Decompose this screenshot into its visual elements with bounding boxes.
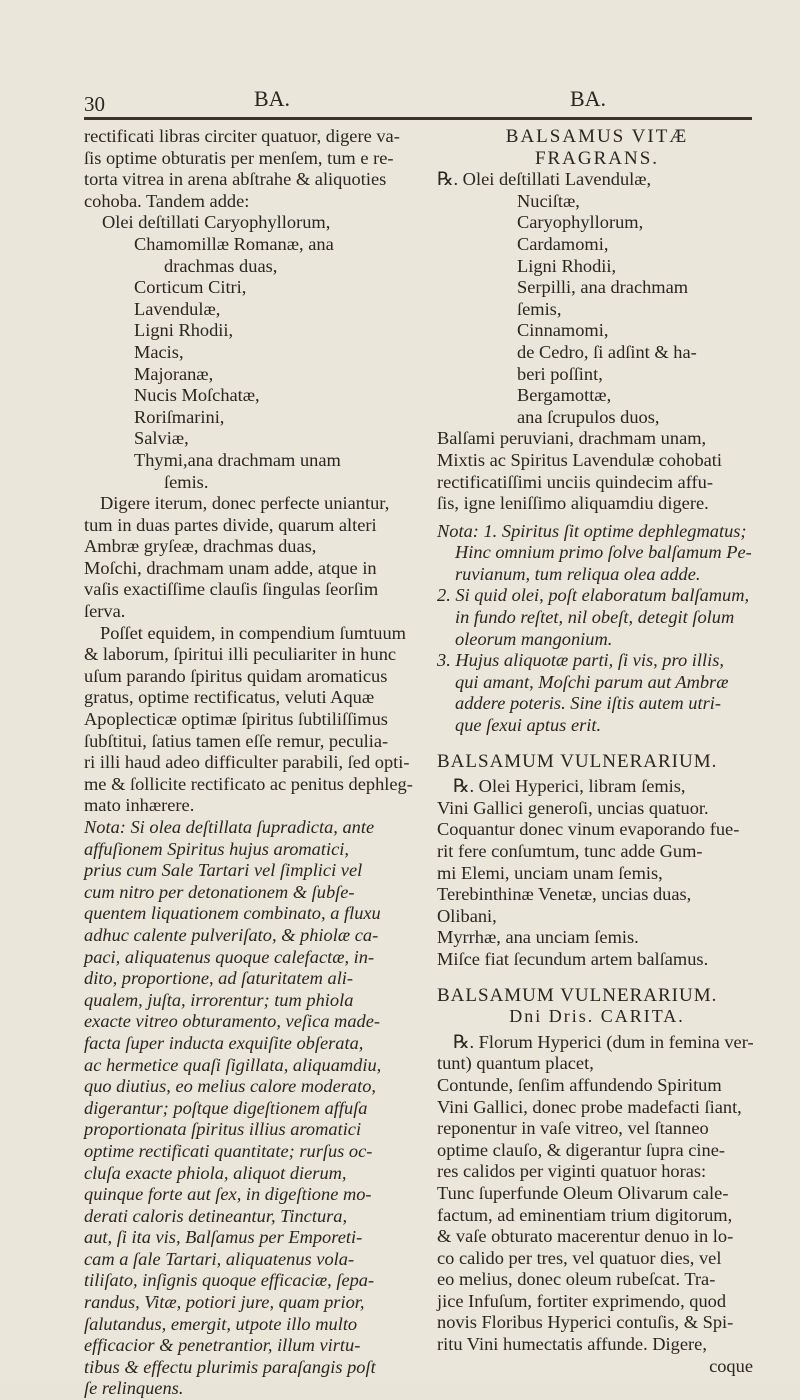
text-line: eo melius, donec oleum rubeſcat. Tra- — [437, 1269, 716, 1290]
text-line: efficacior & penetrantior, illum virtu- — [84, 1335, 361, 1356]
text-line: paci, aliquatenus quoque calefactæ, in- — [84, 946, 375, 967]
text-line: optime clauſo, & digerantur ſupra cine- — [437, 1139, 726, 1160]
ingredient-line: Nuciſtæ, — [517, 190, 580, 211]
text-line: co calido per tres, vel quatuor dies, vel — [437, 1247, 722, 1268]
text-line: Miſce fiat ſecundum artem balſamus. — [437, 948, 709, 969]
text-line: rectificatiſſimi unciis quindecim affu- — [437, 471, 713, 492]
ingredient-line: Thymi,ana drachmam unam — [134, 449, 341, 470]
text-line: Nota: Si olea deſtillata ſupradicta, ante — [84, 817, 375, 837]
text-line: Contunde, ſenſim affundendo Spiritum — [437, 1074, 722, 1095]
text-line: prius cum Sale Tartari vel ſimplici vel — [84, 860, 363, 881]
text-line: 2. Si quid olei, poſt elaboratum balſamum, — [437, 585, 750, 606]
text-line: Balſami peruviani, drachmam unam, — [437, 428, 707, 449]
text-line: randus, Vitæ, potiori jure, quam prior, — [84, 1292, 365, 1313]
left-column — [84, 126, 413, 1400]
text-line: Vini Gallici, donec probe madefacti ſiant, — [437, 1096, 742, 1117]
text-line: ſis optime obturatis per menſem, tum e re- — [84, 147, 394, 168]
text-line: cohoba. Tandem adde: — [84, 190, 250, 211]
text-line: qui amant, Moſchi parum aut Ambræ — [455, 671, 729, 692]
text-line: tibus & effectu plurimis paraſangis poſt — [84, 1356, 376, 1377]
text-line: & laborum, ſpiritui illi peculiariter in hunc — [84, 644, 397, 665]
text-line: aut, ſi ita vis, Balſamus per Emporeti- — [84, 1227, 363, 1248]
ingredient-line: Serpilli, ana drachmam — [517, 277, 689, 298]
text-line: me & ſollicite rectificato ac penitus dephleg- — [84, 773, 413, 794]
ingredient-line: Olei deſtillati Caryophyllorum, — [102, 212, 331, 233]
section-title-balsamum-vulnerarium: BALSAMUM VULNERARIUM. — [437, 750, 718, 772]
recipe-carita — [437, 1032, 757, 1378]
left-running-head: BA. — [254, 86, 291, 111]
body-paragraph — [84, 493, 413, 817]
text-line: ſe relinquens. — [84, 1378, 184, 1399]
text-line: res calidos per viginti quatuor horas: — [437, 1161, 707, 1182]
recipe-body — [437, 428, 757, 514]
text-line: ſubſtitui, ſatius tamen eſſe remur, peculia- — [84, 730, 389, 751]
ingredient-line: Ligni Rhodii, — [517, 255, 617, 276]
running-header — [0, 86, 800, 116]
text-line: qualem, juſta, irrorentur; tum phiola — [84, 989, 354, 1010]
text-line: exacte vitreo obturamento, veſica made- — [84, 1011, 381, 1032]
ingredient-line: ana ſcrupulos duos, — [517, 406, 660, 427]
text-line: quinque forte aut ſex, in digeſtione mo- — [84, 1184, 372, 1205]
text-line: facta ſuper inducta exquiſite obſerata, — [84, 1032, 364, 1053]
text-line: ℞. Olei Hyperici, libram ſemis, — [453, 776, 686, 797]
text-line: derati caloris detineantur, Tinctura, — [84, 1205, 348, 1226]
ingredient-line: Cardamomi, — [517, 233, 609, 254]
text-line: ri illi haud adeo difficulter parabili, ſed opti- — [84, 752, 410, 773]
text-line: rit fere conſumtum, tunc adde Gum- — [437, 841, 703, 861]
right-column — [437, 126, 757, 1377]
text-line: ſis, igne leniſſimo aliquamdiu digere. — [437, 493, 709, 514]
text-line: dito, proportione, ad ſaturitatem ali- — [84, 968, 354, 989]
ingredient-line: Bergamottæ, — [517, 385, 612, 406]
ingredient-line: Corticum Citri, — [134, 277, 247, 298]
text-line: novis Floribus Hyperici contuſis, & Spi- — [437, 1312, 734, 1333]
text-line: mi Elemi, unciam unam ſemis, — [437, 862, 663, 883]
ingredient-list — [84, 212, 404, 493]
text-line: cum nitro per detonationem & ſubſe- — [84, 881, 355, 902]
ingredient-line: ſemis. — [164, 471, 209, 492]
ingredient-line: drachmas duas, — [164, 255, 278, 276]
recipe-ingredients — [437, 169, 757, 428]
page-number: 30 — [84, 92, 105, 116]
text-line: Myrrhæ, ana unciam ſemis. — [437, 927, 639, 948]
text-line: ℞. Florum Hyperici (dum in femina ver- — [453, 1031, 754, 1052]
text-line: optime rectificati quantitate; rurſus oc- — [84, 1140, 373, 1161]
text-line: ritu Vini humectatis affunde. Digere, — [437, 1334, 707, 1355]
ingredient-line: Nucis Moſchatæ, — [134, 385, 260, 406]
ingredient-line: Caryophyllorum, — [517, 212, 644, 233]
text-line: Digere iterum, donec perfecte uniantur, — [100, 493, 390, 514]
text-line: Vini Gallici generoſi, uncias quatuor. — [437, 797, 709, 818]
text-line: Hinc omnium primo ſolve balſamum Pe- — [455, 542, 752, 563]
text-line: Mixtis ac Spiritus Lavendulæ cohobati — [437, 449, 723, 470]
ingredient-line: de Cedro, ſi adſint & ha- — [517, 341, 697, 362]
text-line: addere poteris. Sine iſtis autem utri- — [455, 693, 721, 714]
text-line: rectificati libras circiter quatuor, digere va- — [84, 126, 400, 146]
text-line: uſum parando ſpiritus quidam aromaticus — [84, 665, 388, 686]
ingredient-line: ℞. Olei deſtillati Lavendulæ, — [437, 169, 652, 190]
text-line: tunt) quantum placet, — [437, 1053, 594, 1074]
ingredient-line: Salviæ, — [134, 428, 189, 449]
nota-paragraph — [437, 521, 757, 737]
text-line: reponentur in vaſe vitreo, vel ſtanneo — [437, 1118, 709, 1139]
text-line: ruvianum, tum reliqua olea adde. — [455, 563, 701, 584]
text-line: Tunc ſuperfunde Oleum Olivarum cale- — [437, 1182, 729, 1203]
ingredient-line: Roriſmarini, — [134, 406, 225, 427]
text-line: adhuc calente pulveriſato, & phiolæ ca- — [84, 924, 379, 945]
text-line: ſerva. — [84, 601, 126, 622]
text-line: Moſchi, drachmam unam adde, atque in — [84, 557, 377, 578]
text-line: Nota: 1. Spiritus ſit optime dephlegmatus; — [437, 520, 747, 541]
text-line: coque — [709, 1355, 753, 1376]
text-line: 3. Hujus aliquotæ parti, ſi vis, pro illis, — [437, 650, 724, 671]
text-line: digerantur; poſtque digeſtionem affuſa — [84, 1097, 368, 1118]
text-line: cluſa exacte phiola, aliquot dierum, — [84, 1162, 347, 1183]
text-line: & vaſe obturato macerentur denuo in lo- — [437, 1226, 734, 1247]
text-line: Coquantur donec vinum evaporando fue- — [437, 819, 740, 840]
ingredient-line: Macis, — [134, 341, 184, 362]
section-subtitle-fragrans: FRAGRANS. — [534, 147, 660, 169]
text-line: quo diutius, eo melius calore moderato, — [84, 1076, 377, 1097]
text-line: mato inhærere. — [84, 795, 195, 816]
text-line: factum, ad eminentiam trium digitorum, — [437, 1204, 733, 1225]
text-line: in fundo reſtet, nil obeſt, detegit ſolum — [455, 607, 735, 628]
section-title-balsamus-vitae: BALSAMUS VITÆ — [505, 126, 689, 147]
intro-paragraph — [84, 126, 404, 212]
text-line: Poſſet equidem, in compendium ſumtuum — [100, 622, 406, 643]
text-line: gratus, optime rectificatus, veluti Aquæ — [84, 687, 375, 708]
text-line: tiliſato, inſignis quoque efficaciæ, ſepa- — [84, 1270, 375, 1291]
text-line: affuſionem Spiritus hujus aromatici, — [84, 838, 349, 859]
ingredient-line: Majoranæ, — [134, 363, 214, 384]
text-line: que ſexui aptus erit. — [455, 715, 602, 736]
text-line: jice Infuſum, fortiter exprimendo, quod — [437, 1290, 727, 1311]
text-line: Apoplecticæ optimæ ſpiritus ſubtiliſſimus — [84, 709, 388, 730]
recipe-vulnerarium — [437, 776, 757, 970]
ingredient-line: Ligni Rhodii, — [134, 320, 234, 341]
section-title-balsamum-vulnerarium-carita: BALSAMUM VULNERARIUM. — [437, 984, 718, 1006]
text-line: tum in duas partes divide, quarum alteri — [84, 514, 377, 535]
text-line: ac hermetice quaſi ſigillata, aliquamdiu, — [84, 1054, 382, 1075]
ingredient-line: beri poſſint, — [517, 363, 603, 384]
text-line: Terebinthinæ Venetæ, uncias duas, — [437, 884, 692, 905]
text-line: proportionata ſpiritus illius aromatici — [84, 1119, 362, 1140]
nota-paragraph — [84, 817, 404, 1400]
text-line: quentem liquationem combinato, a fluxu — [84, 903, 381, 924]
section-subtitle-carita: Dni Dris. CARITA. — [509, 1006, 685, 1027]
ingredient-line: Cinnamomi, — [517, 320, 609, 341]
ingredient-line: Lavendulæ, — [134, 298, 221, 319]
ingredient-line: Chamomillæ Romanæ, ana — [134, 233, 334, 254]
text-line: vaſis exactiſſime clauſis ſingulas ſeorſim — [84, 579, 379, 600]
text-line: Ambræ gryſeæ, drachmas duas, — [84, 536, 317, 557]
text-line: oleorum mangonium. — [455, 628, 613, 649]
right-running-head: BA. — [570, 86, 607, 111]
text-line: cam a ſale Tartari, aliquatenus vola- — [84, 1248, 355, 1269]
text-line: Olibani, — [437, 905, 497, 926]
text-line: ſalutandus, emergit, utpote illo multo — [84, 1313, 358, 1334]
text-line: torta vitrea in arena abſtrahe & aliquoties — [84, 169, 387, 190]
ingredient-line: ſemis, — [517, 298, 562, 319]
header-rule — [84, 117, 752, 120]
